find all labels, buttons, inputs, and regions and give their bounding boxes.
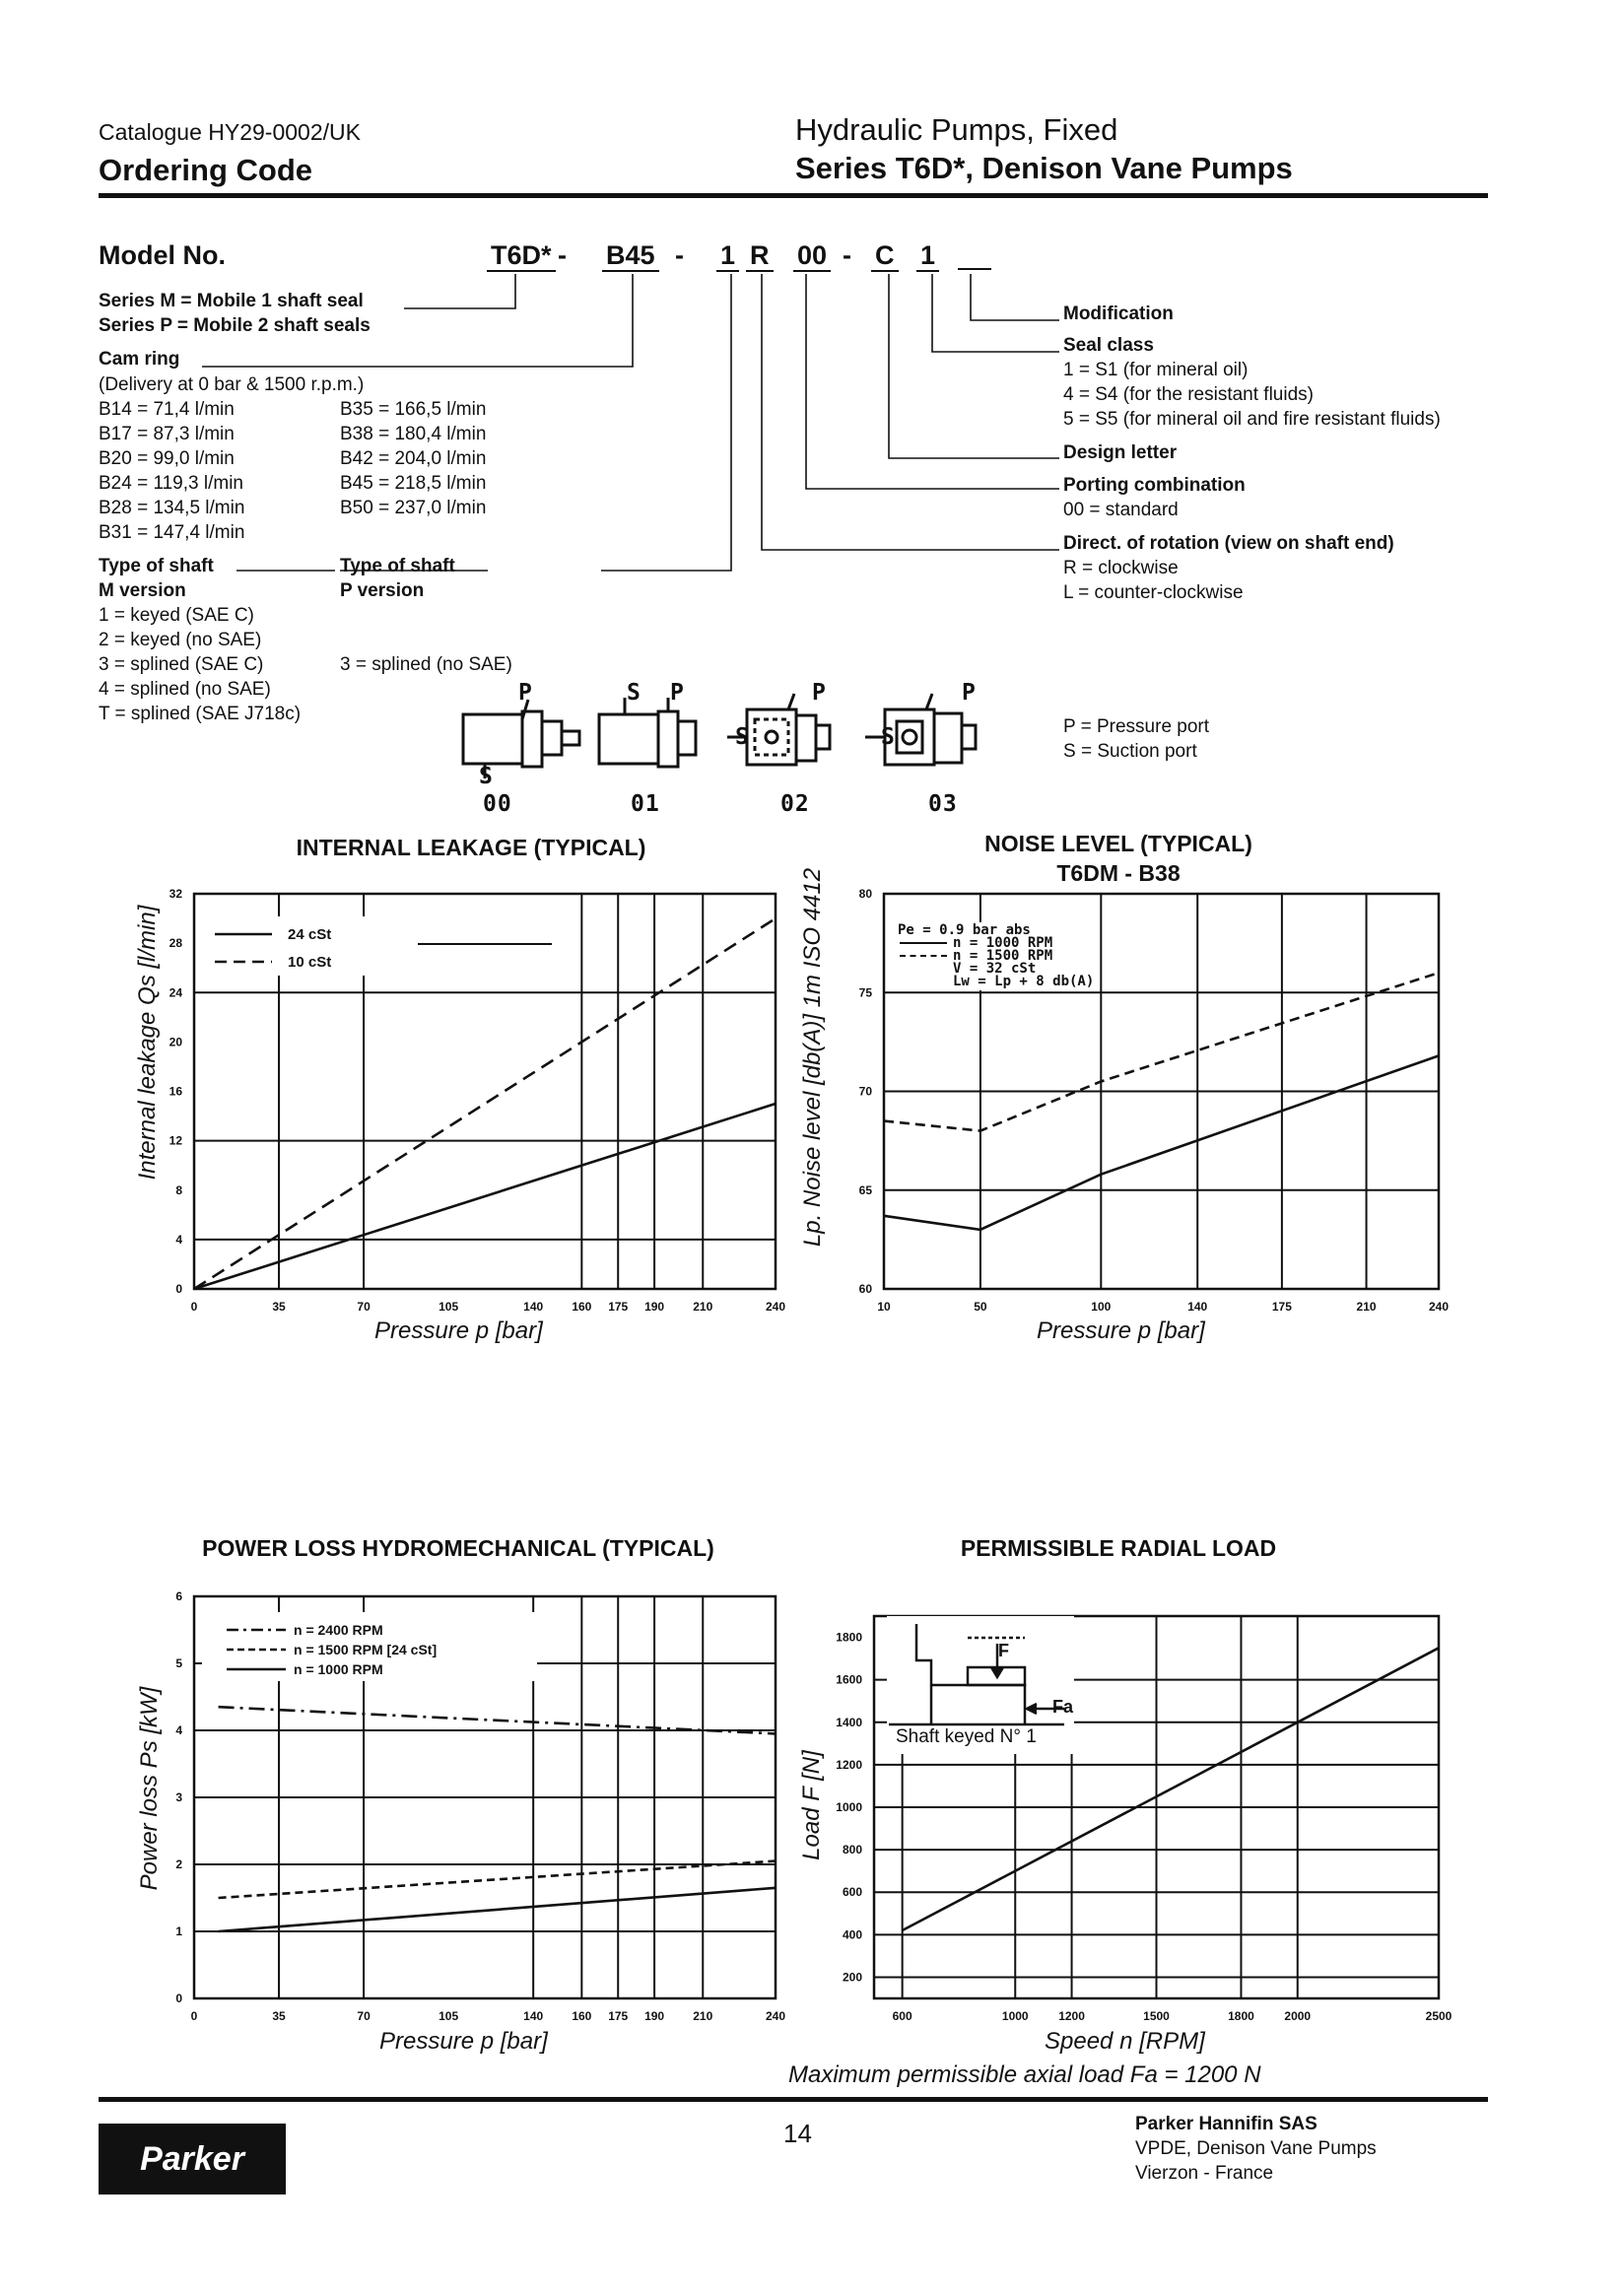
radial-y-tick-label: 1400 xyxy=(836,1715,862,1729)
port-code-02: 02 xyxy=(780,791,810,817)
power-legend-label: n = 1000 RPM xyxy=(294,1661,383,1677)
radial-y-tick-label: 1800 xyxy=(836,1630,862,1645)
power-y-tick-label: 2 xyxy=(175,1857,182,1871)
code-dash: - xyxy=(558,240,567,270)
leakage-legend-label: 24 cSt xyxy=(288,926,332,943)
cam-ring-item: B42 = 204,0 l/min xyxy=(340,448,487,469)
pressure-port-letter: P xyxy=(670,680,685,706)
cam-ring-item: B20 = 99,0 l/min xyxy=(99,448,235,469)
inset-force-label: F xyxy=(998,1641,1009,1660)
seal-class-title: Seal class xyxy=(1063,335,1154,356)
leakage-y-tick-label: 0 xyxy=(175,1282,182,1296)
port-code-00: 00 xyxy=(483,791,512,817)
power-legend-label: n = 2400 RPM xyxy=(294,1622,383,1638)
cam-ring-item: B50 = 237,0 l/min xyxy=(340,498,487,518)
power-x-tick-label: 190 xyxy=(644,2009,665,2023)
leakage-x-tick-label: 190 xyxy=(644,1300,665,1314)
seal-class-item: 5 = S5 (for mineral oil and fire resistant fluids) xyxy=(1063,409,1441,430)
radial-axial-load-note: Maximum permissible axial load Fa = 1200 N xyxy=(788,2061,1261,2088)
power-x-tick-label: 240 xyxy=(765,2009,786,2023)
leakage-x-tick-label: 35 xyxy=(272,1300,286,1314)
code-cam-ring: B45 xyxy=(602,240,659,271)
power-y-tick-label: 6 xyxy=(175,1589,182,1603)
radial-y-tick-label: 1000 xyxy=(836,1800,862,1814)
noise-y-tick-label: 80 xyxy=(858,887,872,901)
power-y-label: Power loss Ps [kW] xyxy=(136,1686,163,1891)
shaft-m-item: T = splined (SAE J718c) xyxy=(99,704,302,724)
shaft-m-item: 3 = splined (SAE C) xyxy=(99,654,264,675)
leakage-x-tick-label: 70 xyxy=(357,1300,371,1314)
modification-label: Modification xyxy=(1063,304,1174,324)
company-division: VPDE, Denison Vane Pumps xyxy=(1135,2138,1377,2159)
leakage-y-tick-label: 12 xyxy=(169,1133,182,1148)
code-shaft: 1 xyxy=(716,240,739,271)
power-x-tick-label: 175 xyxy=(608,2009,629,2023)
radial-x-tick-label: 600 xyxy=(892,2009,912,2023)
leakage-y-tick-label: 28 xyxy=(169,936,182,951)
power-y-tick-label: 4 xyxy=(175,1723,182,1737)
noise-chart-legend xyxy=(894,922,1098,990)
radial-chart-title: PERMISSIBLE RADIAL LOAD xyxy=(960,1535,1277,1561)
radial-y-tick-label: 400 xyxy=(842,1927,862,1942)
company-name: Parker Hannifin SAS xyxy=(1135,2114,1317,2134)
noise-x-tick-label: 100 xyxy=(1091,1300,1112,1314)
rotation-title: Direct. of rotation (view on shaft end) xyxy=(1063,533,1394,554)
leakage-legend-label: 10 cSt xyxy=(288,954,332,971)
leakage-chart-title: INTERNAL LEAKAGE (TYPICAL) xyxy=(296,835,646,860)
pressure-port-letter: P xyxy=(812,680,827,706)
cam-ring-item: B24 = 119,3 l/min xyxy=(99,473,243,494)
radial-y-tick-label: 200 xyxy=(842,1970,862,1985)
porting-item: 00 = standard xyxy=(1063,500,1179,520)
cam-ring-note: (Delivery at 0 bar & 1500 r.p.m.) xyxy=(99,374,365,395)
port-legend-item: P = Pressure port xyxy=(1063,716,1210,737)
catalogue-number: Catalogue HY29-0002/UK xyxy=(99,119,361,145)
noise-x-tick-label: 240 xyxy=(1428,1300,1450,1314)
shaft-m-subtitle: M version xyxy=(99,580,186,601)
port-legend-item: S = Suction port xyxy=(1063,741,1197,762)
radial-y-tick-label: 600 xyxy=(842,1885,862,1900)
noise-legend-line: n = 1500 RPM xyxy=(898,950,1094,963)
shaft-p-subtitle: P version xyxy=(340,580,425,601)
radial-x-label: Speed n [RPM] xyxy=(1045,2028,1205,2055)
noise-y-tick-label: 75 xyxy=(858,985,872,1000)
cam-ring-item: B14 = 71,4 l/min xyxy=(99,399,235,420)
porting-title: Porting combination xyxy=(1063,475,1246,496)
noise-x-label: Pressure p [bar] xyxy=(1037,1317,1205,1344)
leakage-y-label: Internal leakage Qs [l/min] xyxy=(134,905,161,1181)
radial-x-tick-label: 1000 xyxy=(1001,2009,1029,2023)
section-title: Ordering Code xyxy=(99,153,313,187)
product-line: Hydraulic Pumps, Fixed xyxy=(795,112,1118,147)
cam-ring-item: B35 = 166,5 l/min xyxy=(340,399,487,420)
leakage-series-line xyxy=(194,1104,776,1289)
power-x-tick-label: 105 xyxy=(439,2009,459,2023)
noise-chart-subtitle: T6DM - B38 xyxy=(1056,860,1181,886)
cam-ring-item: B38 = 180,4 l/min xyxy=(340,424,487,444)
radial-y-tick-label: 1200 xyxy=(836,1757,862,1772)
cam-ring-title: Cam ring xyxy=(99,349,180,370)
inset-shaft-label: Shaft keyed N° 1 xyxy=(896,1726,1037,1747)
design-letter-label: Design letter xyxy=(1063,442,1178,463)
noise-x-tick-label: 140 xyxy=(1187,1300,1208,1314)
radial-x-tick-label: 2500 xyxy=(1425,2009,1452,2023)
noise-legend-line: Lw = Lp + 8 db(A) xyxy=(953,974,1095,989)
code-seal: 1 xyxy=(916,240,939,271)
power-legend-label: n = 1500 RPM [24 cSt] xyxy=(294,1642,438,1657)
suction-port-letter: S xyxy=(627,680,642,706)
footer-rule xyxy=(99,2097,1488,2102)
pressure-port-letter: P xyxy=(962,680,977,706)
power-y-tick-label: 1 xyxy=(175,1925,182,1938)
leakage-y-tick-label: 4 xyxy=(175,1232,182,1247)
noise-legend-line: Pe = 0.9 bar abs xyxy=(898,922,1031,938)
noise-x-tick-label: 10 xyxy=(877,1300,891,1314)
port-code-03: 03 xyxy=(928,791,958,817)
noise-y-label: Lp. Noise level [db(A)] 1m ISO 4412 xyxy=(799,867,826,1248)
seal-class-item: 1 = S1 (for mineral oil) xyxy=(1063,360,1249,380)
power-y-tick-label: 0 xyxy=(175,1992,182,2005)
model-number-label: Model No. xyxy=(99,240,226,270)
power-y-tick-label: 5 xyxy=(175,1656,182,1670)
radial-x-tick-label: 1800 xyxy=(1228,2009,1254,2023)
cam-ring-item: B31 = 147,4 l/min xyxy=(99,522,245,543)
power-x-tick-label: 210 xyxy=(693,2009,713,2023)
leakage-y-tick-label: 8 xyxy=(175,1182,182,1197)
leakage-y-tick-label: 20 xyxy=(169,1035,182,1049)
noise-y-tick-label: 65 xyxy=(858,1182,872,1197)
noise-x-tick-label: 175 xyxy=(1271,1300,1292,1314)
leakage-x-tick-label: 0 xyxy=(190,1300,198,1314)
series-title: Series T6D*, Denison Vane Pumps xyxy=(795,151,1293,185)
code-design: C xyxy=(871,240,899,271)
noise-y-tick-label: 60 xyxy=(858,1282,872,1296)
noise-legend-line: V = 32 cSt xyxy=(953,961,1037,977)
code-series: T6D* xyxy=(487,240,556,271)
power-x-tick-label: 70 xyxy=(357,2009,371,2023)
power-series-line xyxy=(219,1861,776,1898)
company-address xyxy=(1135,2112,1377,2186)
code-rotation: R xyxy=(746,240,774,271)
leakage-y-tick-label: 24 xyxy=(169,985,182,1000)
radial-y-tick-label: 800 xyxy=(842,1843,862,1857)
page-number: 14 xyxy=(783,2119,812,2148)
radial-y-label: Load F [N] xyxy=(798,1750,825,1860)
noise-series-line xyxy=(884,973,1439,1130)
power-chart-title: POWER LOSS HYDROMECHANICAL (TYPICAL) xyxy=(202,1535,714,1561)
shaft-p-item: 3 = splined (no SAE) xyxy=(340,654,512,675)
code-porting: 00 xyxy=(793,240,831,271)
shaft-m-title: Type of shaft xyxy=(99,556,214,576)
leakage-x-tick-label: 240 xyxy=(765,1300,786,1314)
inset-axial-label: Fa xyxy=(1052,1697,1074,1717)
series-p-text: Series P = Mobile 2 shaft seals xyxy=(99,315,371,336)
noise-x-tick-label: 210 xyxy=(1356,1300,1377,1314)
noise-chart-title: NOISE LEVEL (TYPICAL) xyxy=(984,831,1252,856)
parker-logo: Parker xyxy=(99,2124,286,2195)
power-x-label: Pressure p [bar] xyxy=(379,2028,548,2055)
radial-x-tick-label: 1200 xyxy=(1058,2009,1085,2023)
suction-port-letter: S xyxy=(735,724,750,750)
noise-legend-line: n = 1000 RPM xyxy=(898,937,1094,950)
pressure-port-letter: P xyxy=(518,680,533,706)
leakage-x-tick-label: 140 xyxy=(523,1300,544,1314)
noise-y-tick-label: 70 xyxy=(858,1084,872,1099)
radial-x-tick-label: 2000 xyxy=(1284,2009,1312,2023)
rotation-item: L = counter-clockwise xyxy=(1063,582,1244,603)
code-dash: - xyxy=(675,240,684,270)
cam-ring-item: B45 = 218,5 l/min xyxy=(340,473,487,494)
shaft-m-item: 1 = keyed (SAE C) xyxy=(99,605,254,626)
seal-class-item: 4 = S4 (for the resistant fluids) xyxy=(1063,384,1314,405)
company-location: Vierzon - France xyxy=(1135,2163,1274,2184)
leakage-y-tick-label: 32 xyxy=(169,887,182,901)
leakage-x-tick-label: 160 xyxy=(572,1300,592,1314)
shaft-p-title: Type of shaft xyxy=(340,556,455,576)
leakage-x-tick-label: 210 xyxy=(693,1300,713,1314)
suction-port-letter: S xyxy=(881,724,896,750)
radial-x-tick-label: 1500 xyxy=(1143,2009,1170,2023)
shaft-m-item: 4 = splined (no SAE) xyxy=(99,679,271,700)
leakage-x-label: Pressure p [bar] xyxy=(374,1317,543,1344)
leakage-y-tick-label: 16 xyxy=(169,1084,182,1099)
power-x-tick-label: 140 xyxy=(523,2009,544,2023)
leakage-x-tick-label: 105 xyxy=(439,1300,459,1314)
series-m-text: Series M = Mobile 1 shaft seal xyxy=(99,291,364,311)
power-x-tick-label: 0 xyxy=(190,2009,198,2023)
port-code-01: 01 xyxy=(631,791,660,817)
rotation-item: R = clockwise xyxy=(1063,558,1179,578)
cam-ring-item: B17 = 87,3 l/min xyxy=(99,424,235,444)
shaft-m-item: 2 = keyed (no SAE) xyxy=(99,630,262,650)
power-y-tick-label: 3 xyxy=(175,1790,182,1804)
power-x-tick-label: 160 xyxy=(572,2009,592,2023)
noise-series-line xyxy=(884,1055,1439,1229)
radial-y-tick-label: 1600 xyxy=(836,1672,862,1687)
leakage-x-tick-label: 175 xyxy=(608,1300,629,1314)
power-series-line xyxy=(219,1888,776,1931)
power-x-tick-label: 35 xyxy=(272,2009,286,2023)
cam-ring-item: B28 = 134,5 l/min xyxy=(99,498,245,518)
code-dash: - xyxy=(843,240,851,270)
suction-port-letter: S xyxy=(479,764,494,789)
noise-x-tick-label: 50 xyxy=(974,1300,987,1314)
